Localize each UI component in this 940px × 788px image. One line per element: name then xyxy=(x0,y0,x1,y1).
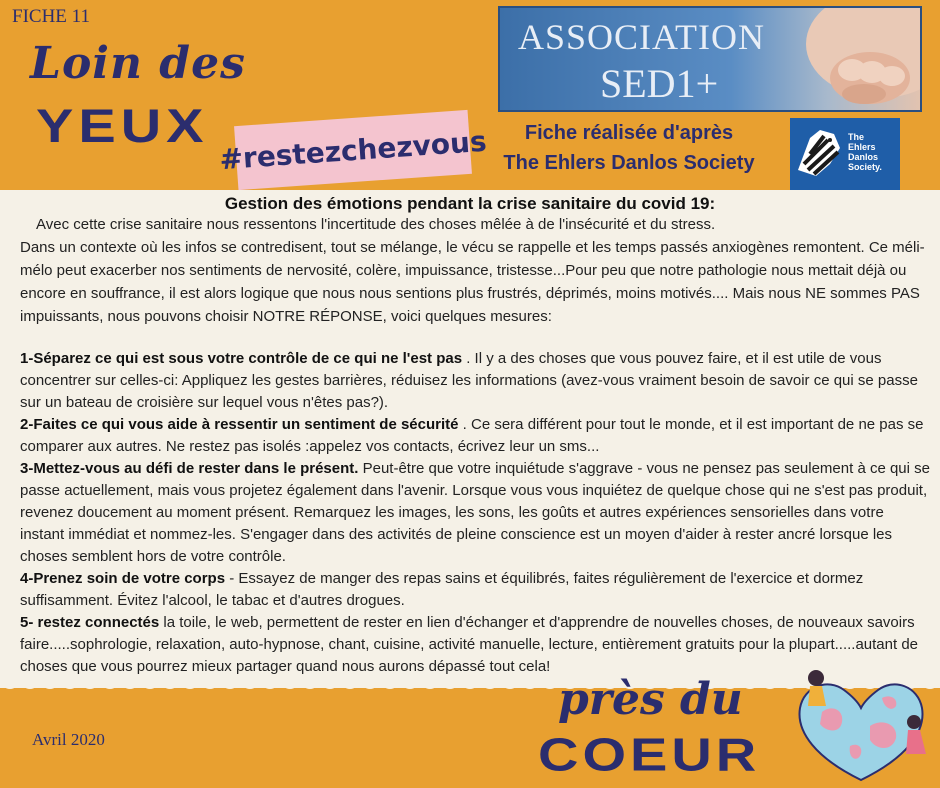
measure-text: . Ce sera différent pour tout le monde, et il est important de ne pas se comparer aux autres. Ne restez pas isolés :appelez vos contacts, écrivez leur un sms... xyxy=(20,416,924,455)
association-name: ASSOCIATION xyxy=(518,17,766,57)
title-coeur: COEUR xyxy=(538,728,761,781)
association-banner xyxy=(498,6,922,112)
title-loin-des: Loin des xyxy=(30,38,246,89)
association-acronym: SED1+ xyxy=(600,61,719,106)
measure-title: 5- restez connectés xyxy=(20,614,160,631)
measure-text: - Essayez de manger des repas sains et équilibrés, faites régulièrement de l'exercice et dormez suffisamment. Évitez l'alcool, le tabac et d'autres drogues. xyxy=(20,570,864,609)
credit-line-1: Fiche réalisée d'après xyxy=(524,122,734,144)
measure-title: 4-Prenez soin de votre corps xyxy=(20,570,226,587)
hashtag-text: #restezchezvous xyxy=(218,124,488,176)
measure-title: 2-Faites ce qui vous aide à ressentir un sentiment de sécurité xyxy=(20,416,459,433)
zebra-icon xyxy=(790,118,848,192)
measure-item xyxy=(20,568,930,612)
credit-line-2: The Ehlers Danlos Society xyxy=(503,152,755,174)
measure-title: 3-Mettez-vous au défi de rester dans le présent. xyxy=(20,460,359,477)
measure-item xyxy=(20,414,930,458)
title-pres-du: près du xyxy=(558,674,743,725)
title-yeux: YEUX xyxy=(36,98,209,153)
fist-bump-icon xyxy=(760,8,922,112)
main-heading: Gestion des émotions pendant la crise sanitaire du covid 19: xyxy=(224,194,716,213)
ehlers-danlos-logo xyxy=(790,118,900,192)
intro-first-line: Avec cette crise sanitaire nous ressentons l'incertitude des choses mêlée à de l'insécurité et du stress. xyxy=(36,216,716,233)
hashtag-banner xyxy=(218,110,488,190)
measures-list xyxy=(20,348,930,678)
measure-item xyxy=(20,458,930,568)
content-panel xyxy=(0,190,940,688)
measure-text: la toile, le web, permettent de rester en lien d'échanger et d'apprendre de nouvelles choses, de nouveaux savoirs faire.....sophrologie, relaxation, auto-hypnose, chant, cuisine, activité manuelle, lecture, entièrement gratuits pour la plupart.....autant de choses que vous pourrez mieux partager quand nous aurons dépassé tout cela! xyxy=(20,614,919,675)
date-label: Avril 2020 xyxy=(32,730,105,749)
measure-text: . Il y a des choses que vous pouvez faire, et il est utile de vous concentrer sur celles-ci: Appliquez les gestes barrières, réduisez les informations (avez-vous vraiment besoin de savoir ce qui se passe sur un bateau de croisière sur lequel vous n'êtes pas?). xyxy=(20,350,918,411)
fiche-number: FICHE 11 xyxy=(12,6,90,27)
measure-title: 1-Séparez ce qui est sous votre contrôle de ce qui ne l'est pas xyxy=(20,350,463,367)
credit-text xyxy=(488,118,770,178)
measure-item xyxy=(20,348,930,414)
logo-text: The Ehlers Danlos Society. xyxy=(848,132,882,172)
intro-paragraph: Dans un contexte où les infos se contredisent, tout se mélange, le vécu se rappelle et les temps passés anxiogènes remontent. Ce méli-mélo peut exacerber nos sentiments de nervosité, colère, impuissance, tristesse...Pour peu que notre pathologie nous mettait déjà ou encore en souffrance, il est alors logique que nous nous sentions plus frustrés, déprimés, moins motivés.... Mais nous NE sommes PAS impuissants, nous pouvons choisir NOTRE RÉPONSE, voici quelques mesures: xyxy=(20,239,925,325)
heart-globe-icon xyxy=(786,662,936,786)
measure-text: Peut-être que votre inquiétude s'aggrave - vous ne pensez pas seulement à ce qui se passe actuellement, mais vous projetez également dans l'avenir. Lorsque vous vous inquiétez de quelque chose qui ne s'est pas produit, revenez doucement au moment présent. Remarquez les images, les sons, les goûts et autres expériences sensorielles dans votre instant immédiat et nommez-les. S'engager dans des activités de pleine conscience est un moyen d'aider à rester ancré lorsque les choses semblent hors de votre contrôle. xyxy=(20,460,930,565)
